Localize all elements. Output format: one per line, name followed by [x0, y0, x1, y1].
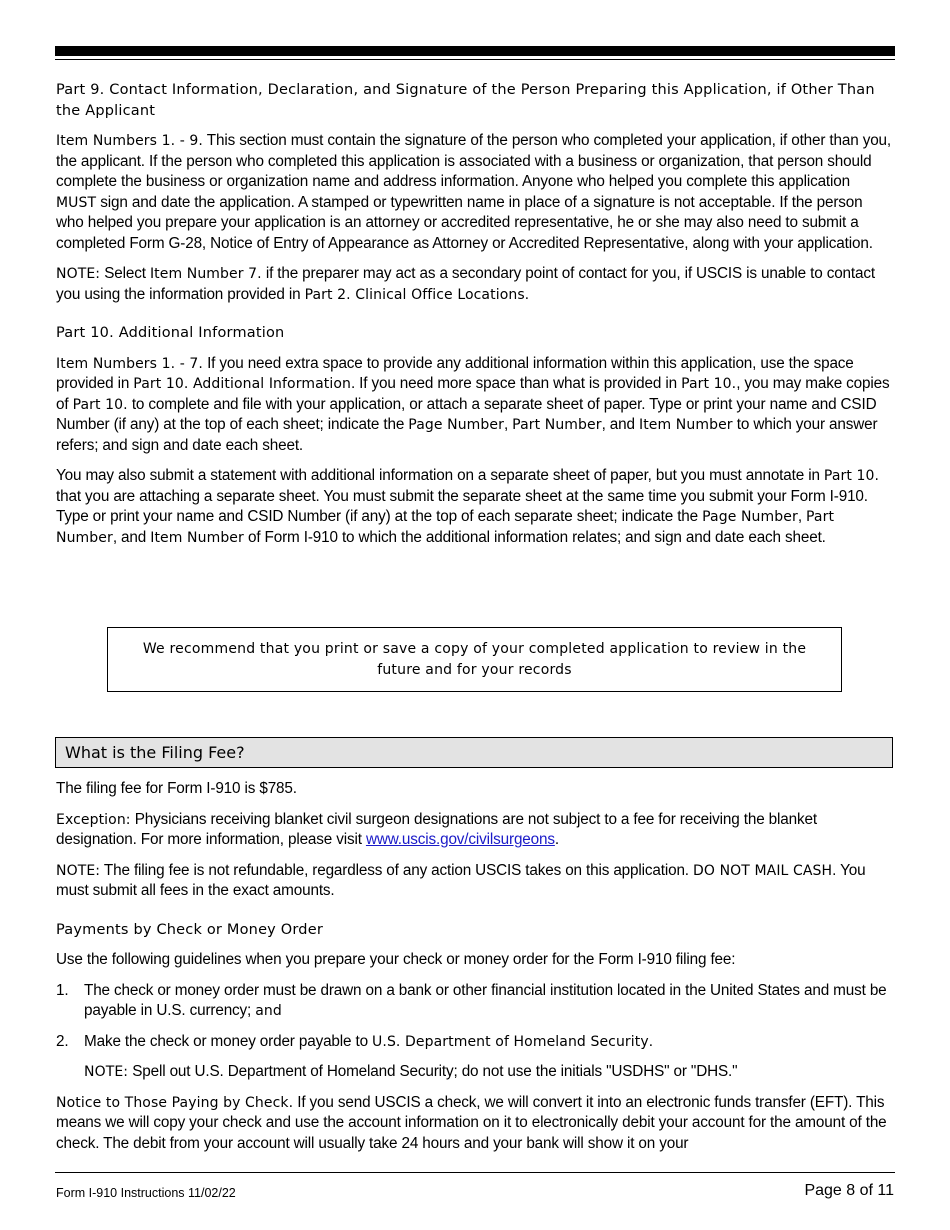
fee-note: NOTE: The filing fee is not refundable, regardless of any action USCIS takes on this application. DO NOT MAIL CASH. You must submit all fees in the exact amounts. — [56, 861, 866, 899]
payee-note: NOTE: Spell out U.S. Department of Homeland Security; do not use the initials "USDHS" or "DHS." — [84, 1063, 738, 1080]
instructions-body-top — [56, 80, 894, 558]
must-label: MUST — [56, 194, 97, 211]
check-notice-label: Notice to Those Paying by Check. — [56, 1094, 294, 1111]
list-item: 2. Make the check or money order payable to U.S. Department of Homeland Security. — [56, 1032, 894, 1053]
note-label: NOTE: — [56, 862, 101, 879]
fee-amount-text: The filing fee for Form I-910 is $785. — [56, 780, 297, 797]
part10-paragraph-2: You may also submit a statement with additional information on a separate sheet of paper, but you must annotate in Part 10. that you are attaching a separate sheet. You must submit the separate sheet at the same time you submit your Form I-910. Type or print your name and CSID Number (if any) at the top of each separate sheet; indicate the Page Number, Part Number, and Item Number of Form I-910 to which the additional information relates; and sign and date each sheet. — [56, 467, 880, 546]
civil-surgeons-link[interactable]: www.uscis.gov/civilsurgeons — [365, 831, 555, 848]
part10-paragraph-1: Item Numbers 1. - 7. If you need extra space to provide any additional information within this application, use the space provided in Part 10. Additional Information. If you need more space than what is provided in Part 10., you may make copies of Part 10. to complete and file with your application, or attach a separate sheet of paper. Type or print your name and CSID Number (if any) at the top of each sheet; indicate the Page Number, Part Number, and Item Number to which your answer refers; and sign and date each sheet. — [56, 354, 890, 454]
check-notice: Notice to Those Paying by Check. If you send USCIS a check, we will convert it into an electronic funds transfer (EFT). This means we will copy your check and use the account information on it to electronically debit your account for the amount of the check. The debit from your account will usually take 24 hours and your bank will show it on your — [56, 1093, 887, 1152]
fee-exception: Exception: Physicians receiving blanket civil surgeon designations are not subject to a fee for receiving the blanket designation. For more information, please visit www.uscis.gov/civilsurgeons. — [56, 810, 817, 848]
instructions-body-fee — [56, 737, 894, 1164]
footer-rule — [55, 1172, 895, 1173]
header-thick-rule — [55, 46, 895, 56]
note-label: NOTE: — [56, 266, 101, 282]
recommendation-callout — [107, 627, 842, 692]
payments-heading: Payments by Check or Money Order — [56, 921, 323, 938]
footer-form-id: Form I-910 Instructions 11/02/22 — [56, 1186, 236, 1200]
part9-heading: Part 9. Contact Information, Declaration, and Signature of the Person Preparing this Application, if Other Than the Applicant — [56, 82, 875, 119]
list-number: 2. — [56, 1032, 69, 1050]
note-label: NOTE: — [84, 1064, 129, 1080]
part10-heading: Part 10. Additional Information — [56, 325, 285, 341]
header-thin-rule — [55, 59, 895, 60]
part9-paragraph: Item Numbers 1. - 9. This section must contain the signature of the person who completed your application, if other than you, the applicant. If the person who completed this application is associated with a business or organization, that person should complete the business or organization name and address information. Anyone who helped you complete this application MUST sign and date the application. A stamped or typewritten name in place of a signature is not acceptable. If the person who helped you prepare your application is an attorney or accredited representative, he or she may also need to submit a completed Form G-28, Notice of Entry of Appearance as Attorney or Accredited Representative, along with your application. — [56, 132, 892, 252]
exception-label: Exception: — [56, 811, 131, 828]
part9-items-label: Item Numbers 1. - 9. — [56, 133, 203, 149]
footer-page-number: Page 8 of 11 — [804, 1182, 894, 1199]
list-number: 1. — [56, 981, 69, 999]
list-item: 1. The check or money order must be drawn on a bank or other financial institution located in the United States and must be payable in U.S. currency; and — [56, 981, 894, 1022]
part10-items-label: Item Numbers 1. - 7. — [56, 355, 203, 372]
part9-note: NOTE: Select Item Number 7. if the preparer may act as a secondary point of contact for you, if USCIS is unable to contact you using the information provided in Part 2. Clinical Office Locations. — [56, 265, 875, 303]
payments-intro: Use the following guidelines when you prepare your check or money order for the Form I-910 filing fee: — [56, 951, 736, 968]
do-not-mail-cash: DO NOT MAIL CASH — [693, 862, 833, 879]
callout-text: We recommend that you print or save a copy of your completed application to review in the future and for your records — [142, 640, 807, 678]
filing-fee-section-header: What is the Filing Fee? — [55, 737, 893, 768]
